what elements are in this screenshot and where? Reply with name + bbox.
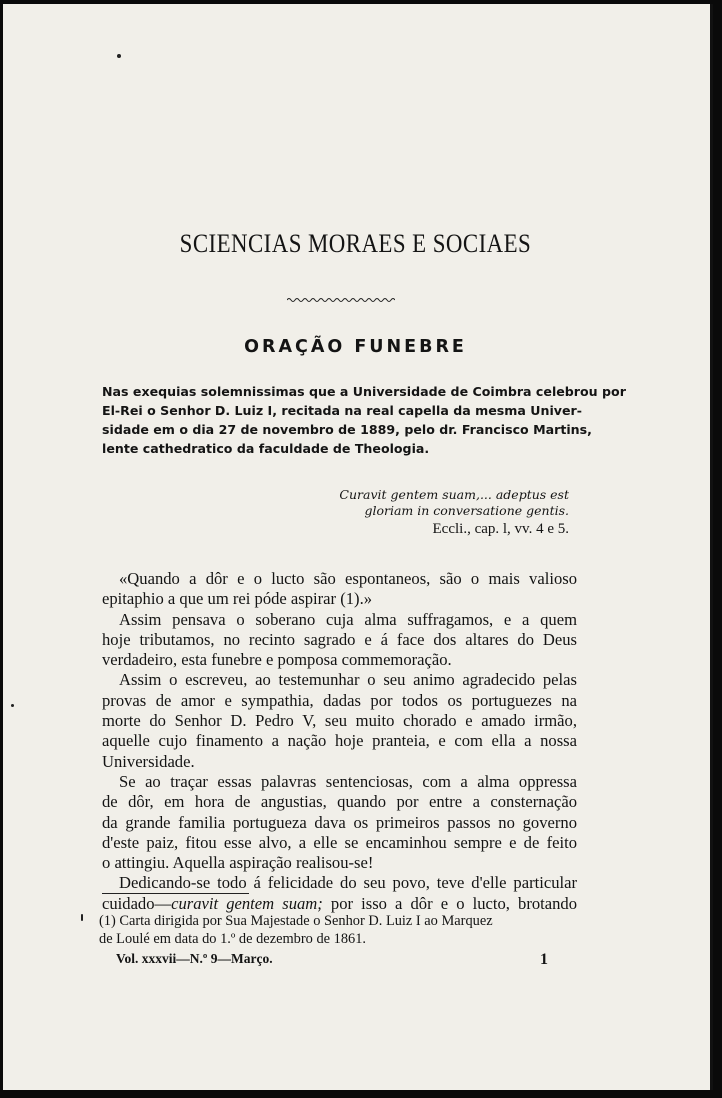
body-line: aquelle cujo finamento a nação hoje pranteia, e com ella a nossa bbox=[102, 731, 577, 751]
article-title: ORAÇÃO FUNEBRE bbox=[244, 337, 467, 357]
body-line: de dôr, em hora de angustias, quando por entre a consternação bbox=[102, 792, 577, 812]
sheet-number: 1 bbox=[540, 951, 548, 968]
paper-speck bbox=[81, 914, 83, 921]
epigraph bbox=[339, 487, 569, 537]
body-line: provas de amor e sympathia, dadas por todos os portuguezes na bbox=[102, 690, 577, 710]
body-line: hoje tributamos, no recinto sagrado e á face dos altares do Deus bbox=[102, 629, 577, 649]
epigraph-latin-line: Curavit gentem suam,... adeptus est bbox=[339, 487, 569, 502]
article-subtitle bbox=[102, 382, 626, 458]
body-line: Dedicando-se todo á felicidade do seu povo, teve d'elle particular bbox=[119, 873, 577, 893]
body-line: Assim o escreveu, ao testemunhar o seu animo agradecido pelas bbox=[119, 670, 577, 690]
body-text-run: por isso a dôr e o lucto, brotando bbox=[322, 893, 578, 913]
document-page bbox=[3, 4, 713, 1090]
body-line: o attingiu. Aquella aspiração realisou-se! bbox=[102, 853, 374, 873]
body-line: morte do Senhor D. Pedro V, seu muito chorado e amado irmão, bbox=[102, 711, 577, 731]
body-text-italic-run: curavit gentem suam; bbox=[171, 893, 323, 913]
body-line: Assim pensava o soberano cuja alma suffragamos, e a quem bbox=[119, 609, 577, 629]
footnote-line: (1) Carta dirigida por Sua Majestade o Senhor D. Luiz I ao Marquez bbox=[99, 913, 493, 929]
footnote bbox=[99, 912, 579, 948]
footnote-line: de Loulé em data do 1.º de dezembro de 1861. bbox=[99, 931, 366, 947]
body-text-run: cuidado— bbox=[102, 893, 172, 913]
body-line: «Quando a dôr e o lucto são espontaneos, são o mais valioso bbox=[119, 569, 577, 588]
body-text bbox=[102, 569, 577, 914]
subtitle-line: El-Rei o Senhor D. Luiz I, recitada na real capella da mesma Univer- bbox=[102, 403, 582, 418]
body-line bbox=[102, 894, 577, 914]
body-line: d'este paiz, fitou esse alvo, a elle se encaminhou sempre e de feito bbox=[102, 832, 577, 852]
epigraph-latin-line: gloriam in conversatione gentis. bbox=[364, 503, 569, 518]
subtitle-line: lente cathedratico da faculdade de Theologia. bbox=[102, 441, 430, 456]
footnote-divider bbox=[102, 893, 249, 894]
volume-signature: Vol. xxxvii—N.º 9—Março. bbox=[116, 951, 273, 966]
subtitle-line: sidade em o dia 27 de novembro de 1889, pelo dr. Francisco Martins, bbox=[102, 422, 592, 437]
body-line: Universidade. bbox=[102, 751, 195, 771]
paper-speck bbox=[117, 54, 121, 58]
printer-signature bbox=[116, 951, 548, 967]
epigraph-reference: Eccli., cap. l, vv. 4 e 5. bbox=[432, 521, 569, 537]
body-line: verdadeiro, esta funebre e pomposa commemoração. bbox=[102, 650, 452, 670]
body-line: da grande familia portugueza dava os primeiros passos no governo bbox=[102, 812, 577, 832]
body-line: Se ao traçar essas palavras sentenciosas, com a alma oppressa bbox=[119, 771, 577, 791]
body-line: epitaphio a que um rei póde aspirar (1).» bbox=[102, 589, 373, 609]
section-title: SCIENCIAS MORAES E SOCIAES bbox=[179, 229, 532, 258]
subtitle-line: Nas exequias solemnissimas que a Universidade de Coimbra celebrou por bbox=[102, 384, 626, 399]
paper-speck bbox=[11, 704, 14, 707]
decorative-wavy-rule bbox=[287, 296, 395, 304]
